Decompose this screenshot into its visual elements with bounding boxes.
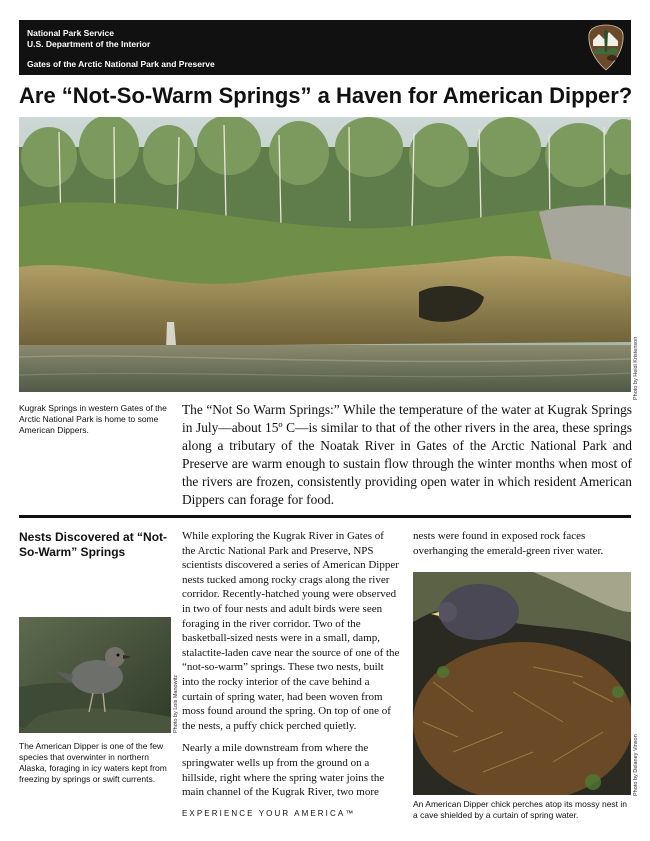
- body-column-2: [413, 529, 631, 566]
- hero-caption: Kugrak Springs in western Gates of the Arctic National Park is home to some American Dippers.: [19, 403, 167, 435]
- hero-photo: [19, 117, 631, 392]
- nps-arrowhead-icon: [587, 24, 625, 71]
- body-paragraph: Nearly a mile downstream from where the springwater wells up from the ground on a hillside, right where the spring water joins the main channel of the Kugrak River, two more: [182, 742, 385, 799]
- dipper-photo: [19, 617, 171, 733]
- footer-tagline: EXPERIENCE YOUR AMERICA™: [182, 809, 356, 818]
- page-title: Are “Not-So-Warm Springs” a Haven for American Dipper?: [19, 83, 633, 108]
- nest-photo-credit: Photo by Delaney Vinson: [633, 734, 639, 796]
- dipper-nest-illustration: [413, 572, 631, 795]
- header-band: [19, 20, 631, 75]
- section-heading: Nests Discovered at “Not-So-Warm” Springs: [19, 530, 168, 559]
- hero-photo-credit: Photo by Heidi Kristenson: [633, 336, 639, 400]
- department-name: U.S. Department of the Interior: [27, 39, 151, 49]
- agency-name: National Park Service: [27, 28, 114, 38]
- lead-paragraph: The “Not So Warm Springs:” While the temperature of the water at Kugrak Springs in July—about 15º C—is similar to that of the other rivers in the area, these springs along a tributary of the Noatak River in Gates of the Arctic National Park and Preserve are warm enough to sustain flow through the winter months when most of the rivers are frozen, consistently providing open water in which resident American Dippers can forage for food.: [182, 402, 632, 507]
- dipper-photo-credit: Photo by Lois Manowitz: [173, 674, 179, 733]
- springs-landscape-illustration: [19, 117, 631, 392]
- american-dipper-illustration: [19, 617, 171, 733]
- body-column-1: [182, 529, 400, 808]
- body-paragraph: nests were found in exposed rock faces overhanging the emerald-green river water.: [413, 530, 604, 557]
- body-paragraph: While exploring the Kugrak River in Gates of the Arctic National Park and Preserve, NPS scientists discovered a series of American Dipper nests tucked among rocky crags along the river corridor. Recently-hatched young were observed in two of four nests and adult birds were seen foraging in the river corridor. Two of the basketball-sized nests were in a small, damp, stalactite-laden cave near the source of one of the “not-so-warm” springs. These two nests, built into the rocky interior of the cave behind a curtain of spring water, had been woven from moss found around the spring. On top of one of the nests, a puffy chick perched quietly.: [182, 530, 400, 732]
- dipper-caption: The American Dipper is one of the few species that overwinter in northern Alaska, foraging in icy waters kept from freezing by springs or swift currents.: [19, 741, 167, 784]
- park-name: Gates of the Arctic National Park and Preserve: [27, 59, 215, 69]
- nest-caption: An American Dipper chick perches atop its mossy nest in a cave shielded by a curtain of spring water.: [413, 799, 628, 820]
- nest-photo: [413, 572, 631, 795]
- section-divider: [19, 515, 631, 518]
